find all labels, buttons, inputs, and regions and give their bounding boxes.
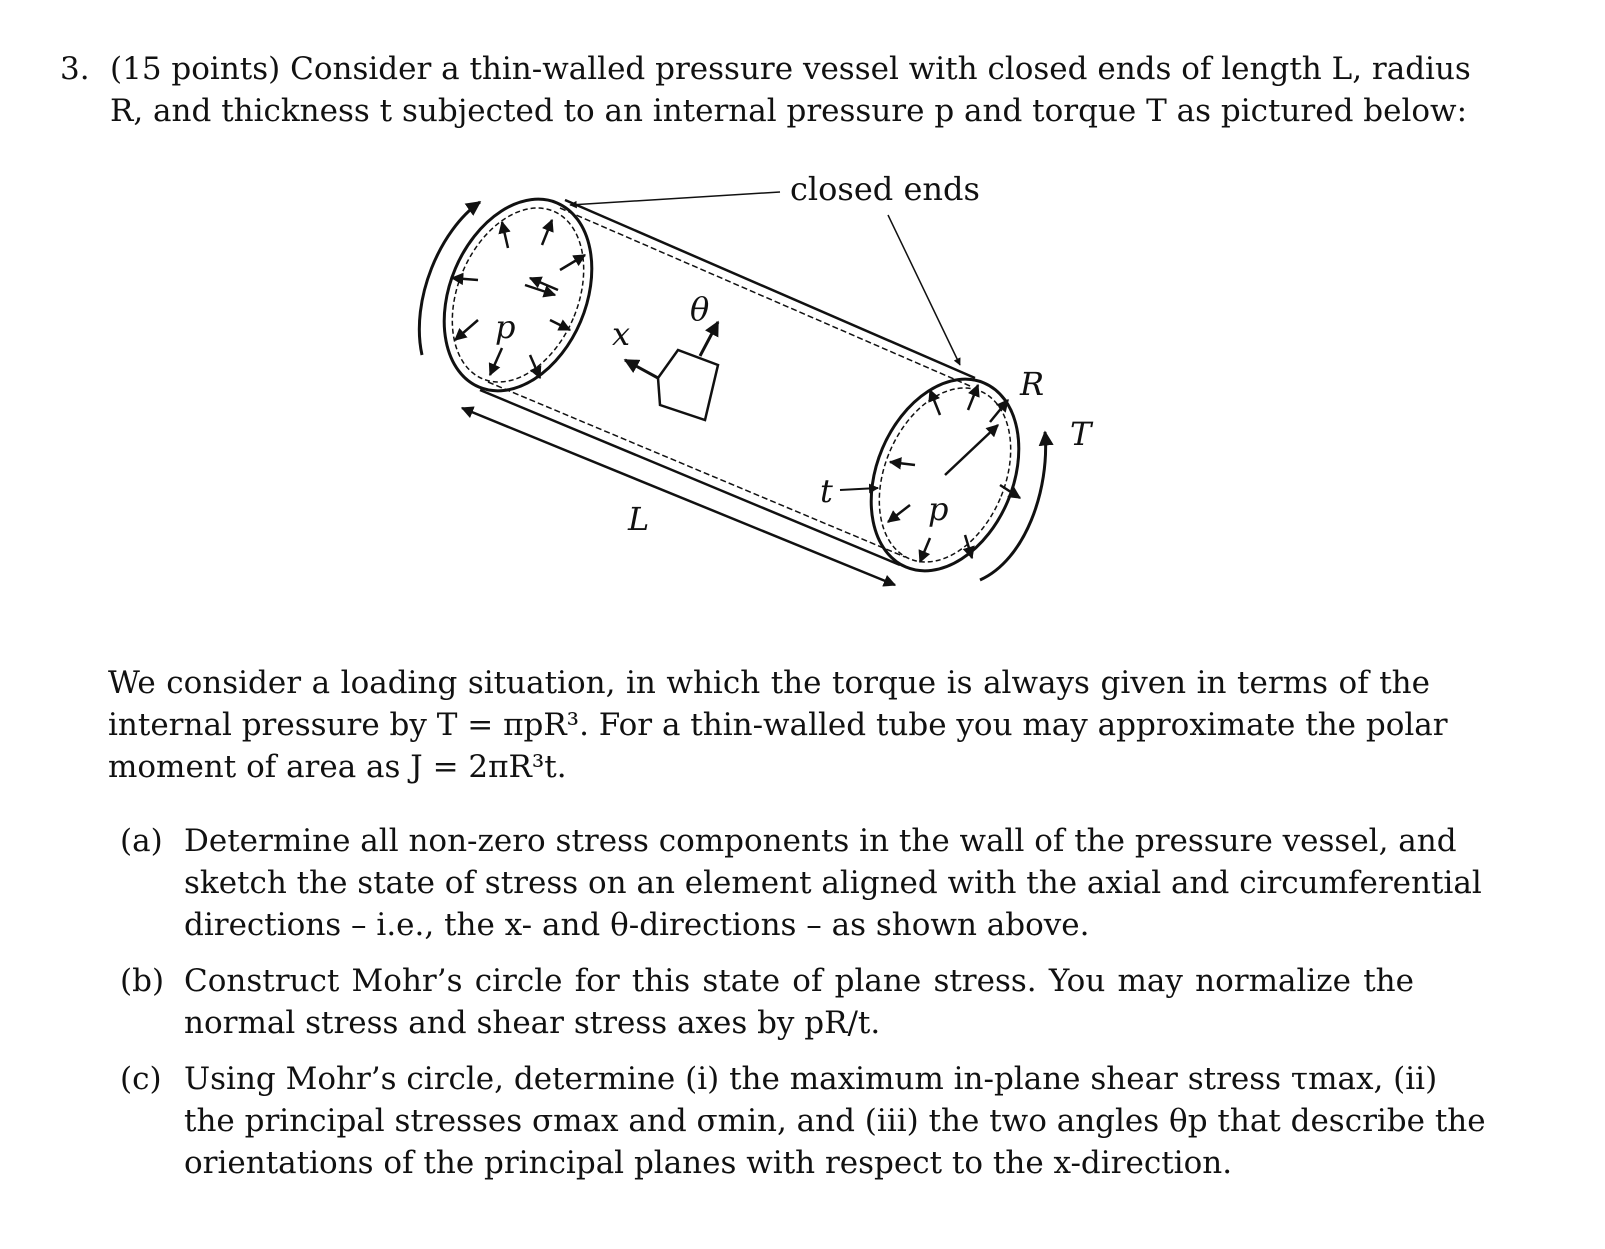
pressure-vessel-figure bbox=[400, 160, 1120, 610]
loading-line-1: We consider a loading situation, in which the torque is always given in terms of the bbox=[108, 665, 1430, 701]
left-end-cap bbox=[416, 176, 619, 413]
part-b-text bbox=[184, 960, 1414, 1044]
part-c-label: (c) bbox=[120, 1061, 162, 1097]
torque-arrow-right bbox=[980, 432, 1046, 580]
theta-label: θ bbox=[690, 290, 710, 328]
closed-ends-leader-right bbox=[888, 215, 960, 365]
stress-element bbox=[658, 350, 718, 420]
right-pressure-arrows bbox=[888, 385, 1020, 562]
intro-line-2: R, and thickness t subjected to an internal pressure p and torque T as pictured below: bbox=[110, 93, 1468, 129]
length-label: L bbox=[628, 500, 650, 538]
x-direction-arrow bbox=[625, 360, 658, 378]
pressure-label-left: p bbox=[495, 308, 516, 346]
part-a-line-2: sketch the state of stress on an element aligned with the axial and circumferential bbox=[184, 865, 1482, 901]
part-b-line-2: normal stress and shear stress axes by pR/t. bbox=[184, 1005, 881, 1041]
closed-ends-leader-left bbox=[570, 192, 780, 205]
x-label: x bbox=[612, 315, 631, 353]
cylinder-body bbox=[480, 200, 975, 565]
part-a-text bbox=[184, 820, 1482, 946]
part-b-label: (b) bbox=[120, 963, 165, 999]
part-b-line-1: Construct Mohr’s circle for this state of plane stress. You may normalize the bbox=[184, 963, 1414, 999]
problem-number: 3. bbox=[60, 51, 90, 87]
intro-line-1: (15 points) Consider a thin-walled pressure vessel with closed ends of length L, radius bbox=[110, 51, 1471, 87]
pressure-label-right: p bbox=[928, 490, 949, 528]
part-a-label: (a) bbox=[120, 823, 163, 859]
part-c-line-2: the principal stresses σmax and σmin, and (iii) the two angles θp that describe the bbox=[184, 1103, 1486, 1139]
radius-label: R bbox=[1020, 365, 1045, 403]
part-c-text bbox=[184, 1058, 1486, 1184]
loading-paragraph bbox=[108, 662, 1448, 788]
loading-line-2: internal pressure by T = πpR³. For a thin-walled tube you may approximate the polar bbox=[108, 707, 1448, 743]
part-a-line-3: directions – i.e., the x- and θ-directions – as shown above. bbox=[184, 907, 1090, 943]
thickness-label: t bbox=[820, 472, 833, 510]
left-pressure-arrows bbox=[452, 220, 585, 378]
problem-intro bbox=[110, 48, 1471, 132]
part-a-line-1: Determine all non-zero stress components in the wall of the pressure vessel, and bbox=[184, 823, 1457, 859]
torque-label: T bbox=[1070, 415, 1092, 453]
part-c-line-3: orientations of the principal planes with respect to the x-direction. bbox=[184, 1145, 1233, 1181]
loading-line-3: moment of area as J = 2πR³t. bbox=[108, 749, 567, 785]
part-c-line-1: Using Mohr’s circle, determine (i) the maximum in-plane shear stress τmax, (ii) bbox=[184, 1061, 1438, 1097]
closed-ends-label: closed ends bbox=[790, 170, 980, 208]
